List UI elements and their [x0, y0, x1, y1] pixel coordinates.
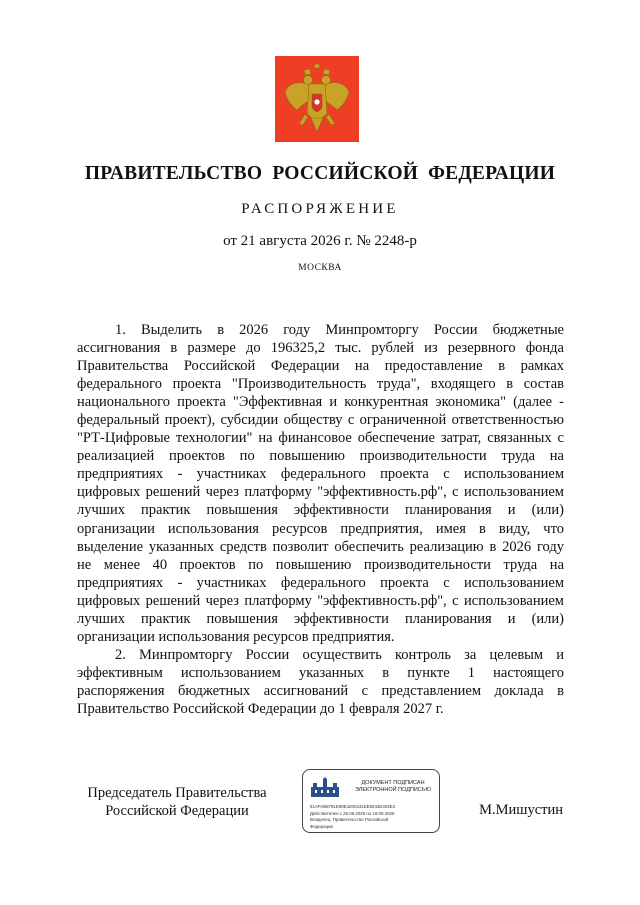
document-body	[77, 321, 564, 718]
paragraph-2: 2. Минпромторгу России осуществить контроль за целевым и эффективным использованием указанных в пункте 1 настоящего распоряжения бюджетных ассигнований с представлением доклада в Правительство Российской Федерации до 1 февраля 2027 г.	[77, 646, 564, 717]
document-type: РАСПОРЯЖЕНИЕ	[241, 201, 399, 217]
stamp-details	[310, 804, 438, 830]
stamp-owner-line-1: Владелец: Правительство Российской	[310, 817, 389, 823]
date-number-line: от 21 августа 2026 г. № 2248-р	[223, 233, 417, 249]
stamp-header: ДОКУМЕНТ ПОДПИСАН ЭЛЕКТРОННОЙ ПОДПИСЬЮ	[354, 780, 432, 793]
signatory-title	[77, 784, 277, 820]
signatory-title-line-2: Российской Федерации	[105, 803, 249, 819]
stamp-validity: Действителен с 26.06.2025 по 19.09.2026	[310, 810, 395, 816]
signatory-title-line-1: Председатель Правительства	[87, 785, 267, 801]
stamp-owner-line-2: Федерации	[310, 823, 333, 829]
stamp-certificate: 51AFAB8781E99E4200431EE5043E303E3	[310, 804, 395, 809]
signatory-name: М.Мишустин	[479, 802, 563, 818]
electronic-signature-stamp	[302, 769, 440, 833]
russian-coat-of-arms-icon	[275, 56, 359, 142]
coat-of-arms-emblem	[275, 56, 359, 142]
kremlin-icon	[309, 777, 341, 799]
city-label: МОСКВА	[298, 263, 342, 273]
paragraph-1: 1. Выделить в 2026 году Минпромторгу России бюджетные ассигнования в размере до 196325,2 тыс. рублей из резервного фонда Правительства Российской Федерации на предоставление в рамках федерального проекта "Производительность труда", входящего в состав национального проекта "Эффективная и конкурентная экономика" (далее - федеральный проект), субсидии обществу с ограниченной ответственностью "РТ-Цифровые технологии" на финансовое обеспечение затрат, связанных с реализацией проектов по повышению производительности труда на предприятиях - участниках федерального проекта с использованием цифровых решений через платформу "эффективность.рф", с использованием лучших практик повышения эффективности планирования и (или) организации использования ресурсов предприятия, имея в виду, что выделение указанных средств позволит обеспечить реализацию в 2026 году не менее 40 проектов по повышению производительности труда на предприятиях - участниках федерального проекта с использованием цифровых решений через платформу "эффективность.рф", с использованием лучших практик повышения эффективности планирования и (или) организации использования ресурсов предприятия.	[77, 322, 564, 645]
government-title: ПРАВИТЕЛЬСТВО РОССИЙСКОЙ ФЕДЕРАЦИИ	[84, 163, 556, 184]
